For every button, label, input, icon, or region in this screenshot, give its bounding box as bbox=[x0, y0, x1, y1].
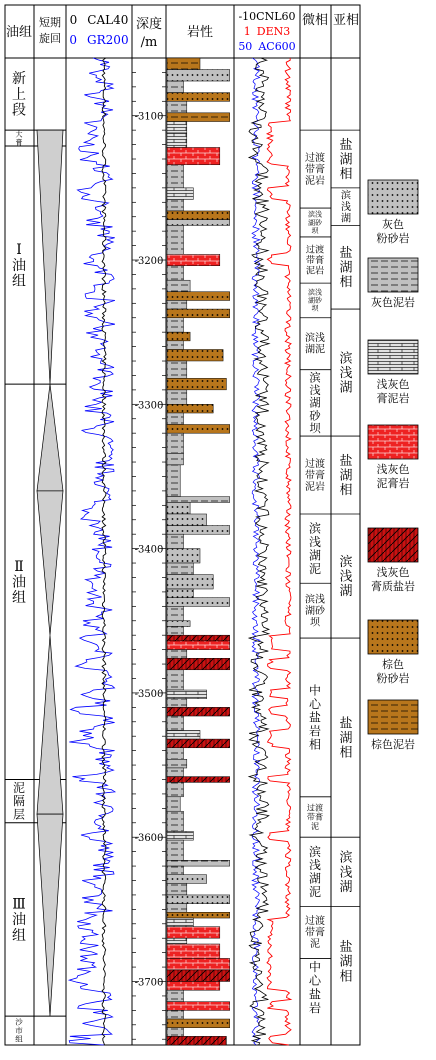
lithology-layer bbox=[167, 549, 200, 563]
subfacies-column bbox=[331, 130, 360, 984]
ac-curve bbox=[252, 58, 260, 1045]
subfacies-label: 滨浅湖 bbox=[339, 351, 353, 396]
lithology-layer bbox=[167, 768, 184, 777]
lithology-layer bbox=[167, 266, 184, 280]
lithology-layer bbox=[167, 606, 184, 620]
lithology-layer bbox=[167, 831, 193, 840]
subfacies-label: 盐湖相 bbox=[339, 246, 353, 291]
lithology-layer bbox=[167, 332, 190, 341]
lithology-layer bbox=[167, 225, 184, 254]
lithology-layer bbox=[167, 318, 184, 332]
microfacies-label: 中心盐岩相 bbox=[308, 683, 322, 752]
den-curve bbox=[267, 58, 291, 1045]
lithology-layer bbox=[167, 211, 230, 220]
lithology-layer bbox=[167, 390, 187, 404]
lithology-layer bbox=[167, 690, 207, 699]
lithology-layer bbox=[167, 361, 187, 378]
lithology-layer bbox=[167, 254, 220, 265]
subfacies-label: 盐湖相 bbox=[339, 453, 353, 498]
header-depth-unit: /m bbox=[140, 35, 158, 50]
legend-label: 浅灰色膏泥岩 bbox=[376, 378, 410, 405]
lithology-column bbox=[167, 58, 230, 1045]
lithology-layer bbox=[167, 378, 226, 390]
lithology-layer bbox=[167, 811, 184, 831]
lithology-layer bbox=[167, 982, 220, 991]
lithology-layer bbox=[167, 1028, 184, 1037]
legend-swatch-brown_mudstone bbox=[368, 700, 418, 734]
microfacies-label: 滨浅湖砂坝 bbox=[308, 288, 322, 313]
lithology-layer bbox=[167, 918, 193, 927]
lithology-layer bbox=[167, 970, 230, 982]
lithology-layer bbox=[167, 349, 223, 361]
formation-label: 沙市组 bbox=[15, 1017, 23, 1044]
lithology-layer bbox=[167, 797, 180, 811]
microfacies-label: 过渡带膏泥岩 bbox=[305, 244, 325, 277]
legend bbox=[368, 180, 418, 751]
lithology-layer bbox=[167, 670, 184, 690]
lithology-layer bbox=[167, 904, 187, 913]
lithology-layer bbox=[167, 860, 230, 866]
depth-label: -3600 bbox=[134, 833, 164, 845]
lithology-layer bbox=[167, 748, 184, 760]
microfacies-label: 中心盐岩 bbox=[308, 959, 322, 1015]
legend-label: 棕色粉砂岩 bbox=[376, 658, 410, 685]
header-microfacies: 微相 bbox=[301, 13, 329, 28]
lithology-layer bbox=[167, 309, 230, 318]
cal-curve bbox=[102, 58, 106, 1045]
legend-label: 浅灰色膏质盐岩 bbox=[371, 566, 415, 593]
lithology-layer bbox=[167, 93, 230, 102]
lithology-layer bbox=[167, 165, 184, 188]
microfacies-label: 过渡带膏泥 bbox=[306, 802, 324, 831]
lithology-layer bbox=[167, 81, 184, 93]
header-den: 1 DEN3 bbox=[243, 25, 291, 38]
depth-label: -3500 bbox=[134, 688, 164, 700]
lithology-layer bbox=[167, 990, 184, 1002]
lithology-layer bbox=[167, 641, 230, 650]
lithology-layer bbox=[167, 220, 230, 226]
lithology-layer bbox=[167, 58, 200, 70]
cnl-curve bbox=[249, 58, 269, 1045]
lithology-layer bbox=[167, 635, 230, 641]
lithology-layer bbox=[167, 716, 184, 730]
gr-cal-track bbox=[69, 58, 115, 1045]
lithology-layer bbox=[167, 927, 220, 939]
microfacies-label: 滨浅湖砂坝 bbox=[309, 371, 321, 436]
lithology-layer bbox=[167, 497, 230, 503]
lithology-layer bbox=[167, 598, 230, 607]
formation-label: 新上段 bbox=[12, 71, 26, 119]
depth-column bbox=[132, 72, 166, 1039]
lithology-layer bbox=[167, 730, 200, 739]
lithology-layer bbox=[167, 465, 180, 497]
lithology-layer bbox=[167, 502, 190, 514]
legend-label: 浅灰色泥膏岩 bbox=[376, 463, 410, 490]
microfacies-label: 滨浅湖泥 bbox=[308, 844, 322, 900]
microfacies-label: 滨浅湖砂坝 bbox=[308, 210, 322, 235]
lithology-layer bbox=[167, 526, 230, 535]
lithology-layer bbox=[167, 658, 230, 670]
lithology-layer bbox=[167, 621, 190, 627]
lithology-layer bbox=[167, 300, 187, 309]
subfacies-label: 滨浅湖 bbox=[339, 554, 353, 599]
lithology-layer bbox=[167, 777, 230, 783]
cnl-den-ac-track bbox=[249, 58, 291, 1045]
depth-label: -3300 bbox=[134, 400, 164, 412]
cycle-triangle bbox=[37, 130, 63, 384]
lithology-layer bbox=[167, 188, 193, 200]
lithology-layer bbox=[167, 875, 207, 884]
lithology-layer bbox=[167, 121, 187, 133]
microfacies-column bbox=[300, 130, 331, 1015]
lithology-layer bbox=[167, 341, 184, 350]
lithology-layer bbox=[167, 514, 207, 526]
lithology-layer bbox=[167, 199, 184, 211]
lithology-layer bbox=[167, 404, 213, 413]
legend-label: 灰色粉砂岩 bbox=[376, 218, 410, 245]
subfacies-label: 盐湖相 bbox=[339, 137, 353, 182]
lithology-layer bbox=[167, 1002, 230, 1011]
formation-label: 大膏 bbox=[15, 130, 23, 147]
legend-swatch-lgray_gypsum_salt bbox=[368, 528, 418, 562]
legend-swatch-lgray_gypsum_mudstone bbox=[368, 340, 418, 374]
gr-curve bbox=[69, 58, 115, 1045]
lithology-layer bbox=[167, 650, 187, 659]
lithology-layer bbox=[167, 113, 230, 122]
lithology-layer bbox=[167, 944, 220, 958]
lithology-layer bbox=[167, 453, 184, 465]
lithology-layer bbox=[167, 534, 184, 548]
lithology-layer bbox=[167, 912, 230, 918]
formation-label: 泥隔层 bbox=[13, 780, 25, 822]
header-cycle: 短期旋回 bbox=[39, 16, 61, 45]
lithology-layer bbox=[167, 707, 230, 716]
depth-label: -3700 bbox=[134, 977, 164, 989]
header-cnl: -10CNL60 bbox=[238, 10, 296, 23]
lithology-layer bbox=[167, 425, 230, 434]
depth-label: -3400 bbox=[134, 544, 164, 556]
lithology-layer bbox=[167, 958, 230, 970]
lithology-layer bbox=[167, 883, 187, 895]
microfacies-label: 滨浅湖泥 bbox=[308, 521, 322, 576]
lithology-layer bbox=[167, 782, 184, 796]
lithology-layer bbox=[167, 759, 187, 768]
lithology-layer bbox=[167, 627, 184, 636]
cycle-triangle bbox=[37, 384, 63, 491]
legend-label: 灰色泥岩 bbox=[371, 296, 415, 309]
microfacies-label: 滨浅湖泥 bbox=[305, 333, 325, 356]
legend-swatch-gray_siltstone bbox=[368, 180, 418, 214]
legend-swatch-gray_mudstone bbox=[368, 258, 418, 292]
subfacies-label: 盐湖相 bbox=[339, 716, 353, 761]
header-ac: 50 AC600 bbox=[238, 40, 296, 53]
formation-label: Ⅱ 油组 bbox=[12, 558, 26, 607]
subfacies-label: 盐湖相 bbox=[339, 940, 353, 985]
microfacies-label: 滨浅湖砂坝 bbox=[305, 594, 325, 629]
header-gr: 0 GR200 bbox=[69, 33, 129, 47]
subfacies-label: 滨浅湖 bbox=[339, 850, 353, 895]
lithology-layer bbox=[167, 563, 193, 575]
lithology-layer bbox=[167, 895, 230, 904]
lithology-layer bbox=[167, 840, 184, 860]
header-cal: 0 CAL40 bbox=[69, 13, 129, 27]
lithology-layer bbox=[167, 1019, 230, 1028]
header-subfacies: 亚相 bbox=[332, 13, 360, 28]
cycle-column bbox=[37, 130, 63, 1016]
cycle-triangle bbox=[37, 814, 63, 1016]
lithology-layer bbox=[167, 413, 184, 425]
lithology-layer bbox=[167, 70, 230, 82]
cycle-triangle bbox=[37, 635, 63, 814]
cycle-triangle bbox=[37, 491, 63, 635]
legend-swatch-brown_siltstone bbox=[368, 620, 418, 654]
lithology-layer bbox=[167, 575, 213, 589]
lithology-layer bbox=[167, 433, 184, 453]
subfacies-label: 滨浅湖 bbox=[340, 190, 352, 225]
lithology-layer bbox=[167, 280, 190, 292]
microfacies-label: 过渡带膏泥岩 bbox=[305, 152, 325, 187]
header-depth: 深度 bbox=[135, 17, 163, 32]
header-formation: 油组 bbox=[5, 25, 33, 40]
microfacies-label: 过渡带膏泥 bbox=[305, 916, 325, 951]
depth-label: -3200 bbox=[134, 256, 164, 268]
legend-swatch-lgray_mud_gypsum bbox=[368, 425, 418, 459]
lithology-layer bbox=[167, 1010, 184, 1019]
formation-label: Ⅲ 油组 bbox=[12, 896, 26, 944]
column-headers bbox=[6, 10, 359, 53]
microfacies-label: 过渡带膏泥岩 bbox=[305, 458, 325, 493]
lithology-layer bbox=[167, 147, 220, 164]
lithology-layer bbox=[167, 938, 187, 944]
header-lithology: 岩性 bbox=[186, 25, 214, 40]
lithology-layer bbox=[167, 739, 230, 748]
lithology-layer bbox=[167, 699, 187, 708]
lithology-layer bbox=[167, 589, 193, 598]
formation-label: Ⅰ 油组 bbox=[12, 242, 26, 290]
legend-label: 棕色泥岩 bbox=[371, 738, 415, 751]
lithology-layer bbox=[167, 292, 230, 301]
depth-label: -3100 bbox=[134, 111, 164, 123]
lithology-layer bbox=[167, 101, 187, 113]
lithology-layer bbox=[167, 866, 184, 875]
lithology-layer bbox=[167, 1036, 226, 1045]
lithology-layer bbox=[167, 133, 187, 147]
